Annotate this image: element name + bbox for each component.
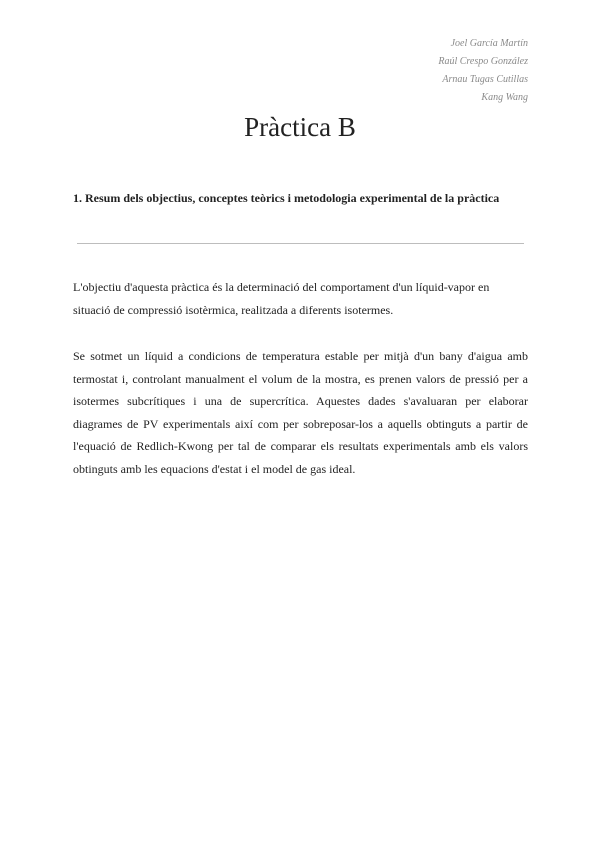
author-name: Arnau Tugas Cutillas [442,74,528,85]
section-heading: 1. Resum dels objectius, conceptes teòrics i metodologia experimental de la pràctica [73,191,500,205]
paragraph-objective: L'objectiu d'aquesta pràctica és la determinació del comportament d'un líquid-vapor en situació de compressió isotèrmica, realitzada a diferents isotermes. [73,280,490,317]
author-list [438,35,528,107]
section-divider [77,243,524,244]
author-name: Joel García Martín [450,38,528,49]
page-title: Pràctica B [244,112,356,142]
author-name: Raúl Crespo González [438,56,528,67]
paragraph-methodology: Se sotmet un líquid a condicions de temperatura estable per mitjà d'un bany d'aigua amb termostat i, controlant manualment el volum de la mostra, es prenen valors de pressió per a isotermes subcrítiques i una de supercrítica. Aquestes dades s'avaluaran per elaborar diagrames de PV experimentals així com per sobreposar-los a aquells obtinguts a partir de l'equació de Redlich-Kwong per tal de comparar els resultats experimentals amb els valors obtinguts amb les equacions d'estat i el model de gas ideal. [73,349,528,476]
author-name: Kang Wang [481,92,528,103]
